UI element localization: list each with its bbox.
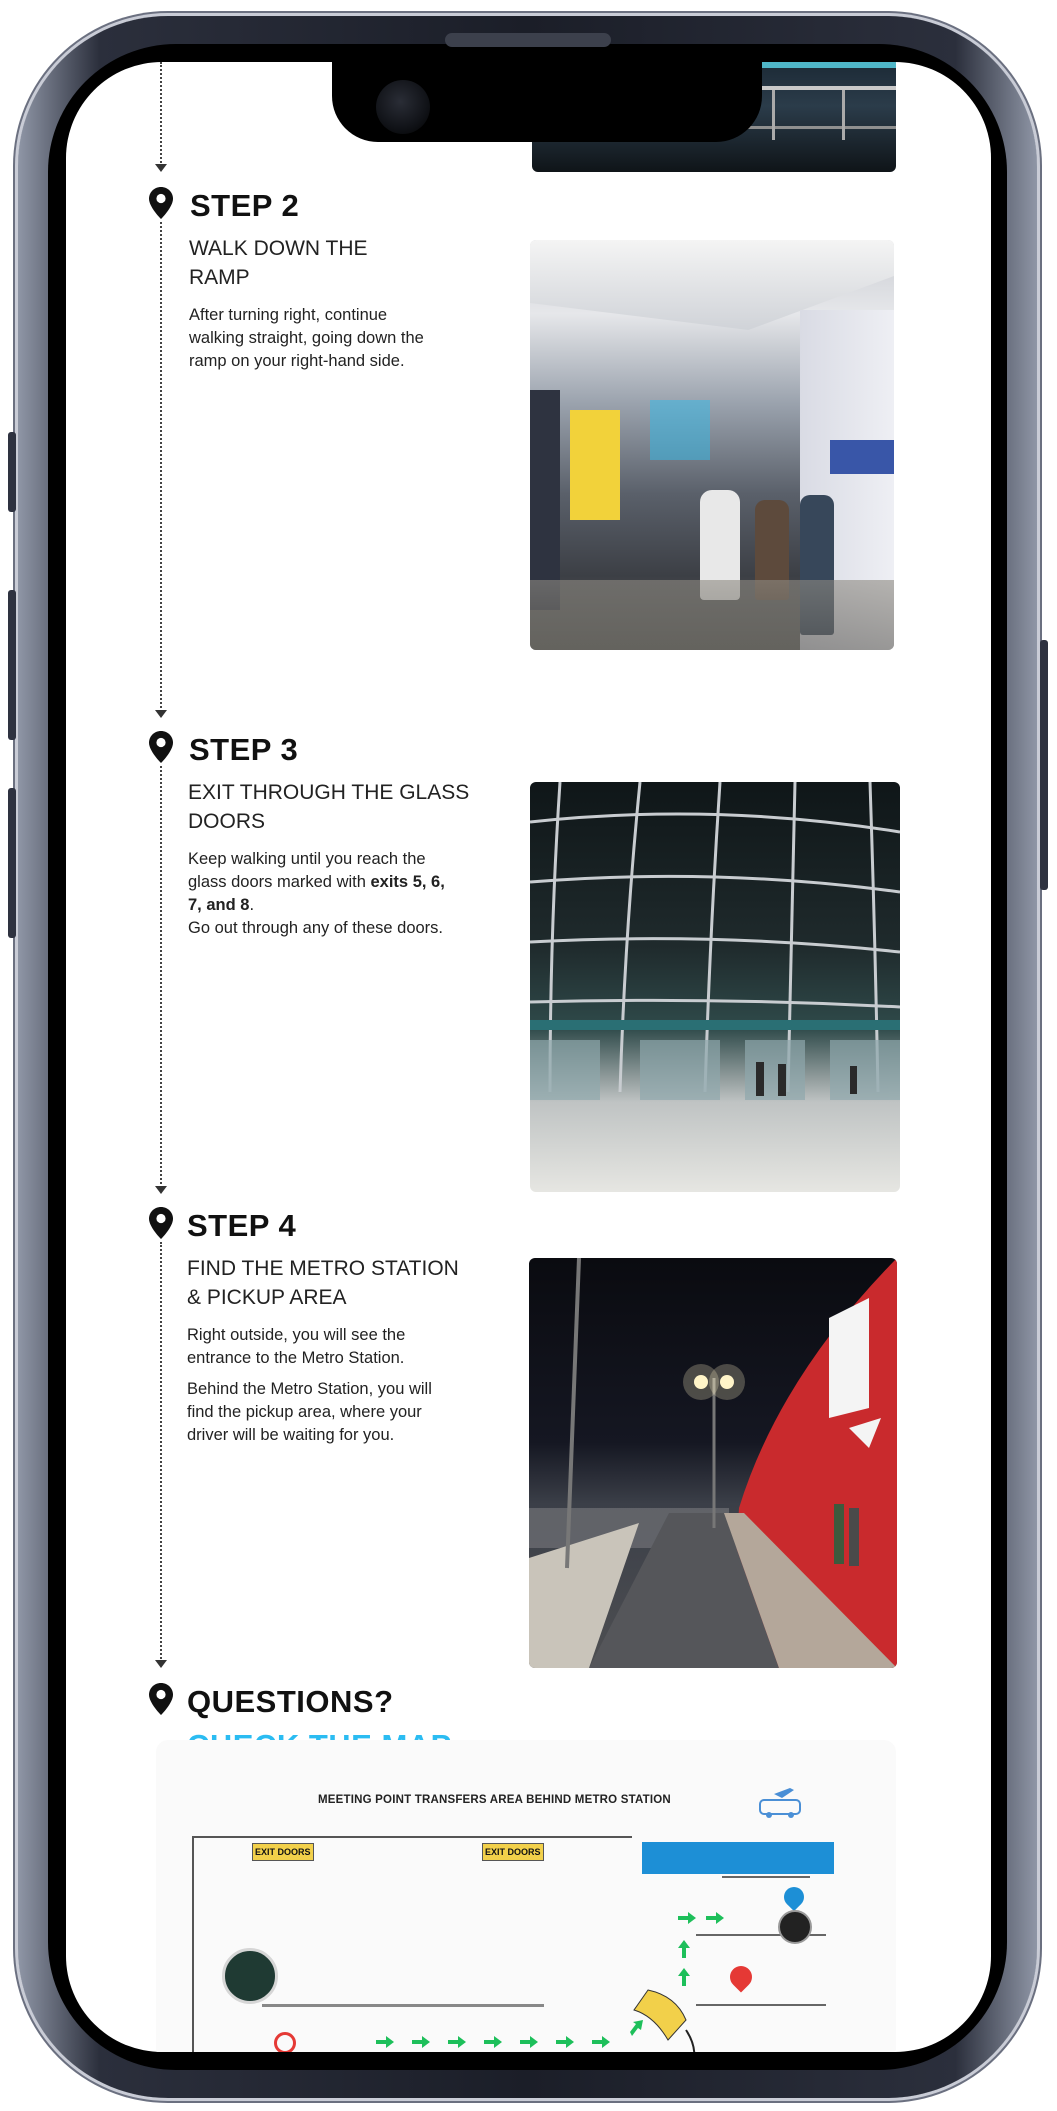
exit-doors-right-label: EXIT DOORS [482, 1843, 544, 1861]
step-4-description-line: Right outside, you will see the [187, 1326, 406, 1344]
step-3-description-line [188, 871, 445, 894]
front-camera [376, 80, 430, 134]
step-3-exits-bold: 7, and 8 [188, 896, 250, 914]
mute-switch [8, 432, 16, 512]
location-pin-icon [148, 186, 174, 220]
step-3-subtitle-line: EXIT THROUGH THE GLASS [188, 781, 470, 804]
timeline-arrow-icon [155, 1186, 167, 1194]
step-3-photo [530, 782, 900, 1192]
walking-route-arrows [156, 1740, 896, 2052]
location-pin-icon [148, 730, 174, 764]
timeline-arrow-icon [155, 1660, 167, 1668]
map-title: MEETING POINT TRANSFERS AREA BEHIND METRO STATION [318, 1794, 671, 1806]
notch [332, 62, 762, 142]
step-2-subtitle-line: RAMP [189, 266, 250, 289]
step-3-subtitle [188, 778, 469, 836]
timeline-connector [160, 62, 162, 166]
step-2-description-line: walking straight, going down the [189, 329, 424, 347]
step-2-description-line: ramp on your right-hand side. [189, 352, 405, 370]
step-3-description-line: Keep walking until you reach the [188, 850, 426, 868]
step-4-photo [529, 1258, 897, 1668]
step-4-subtitle-line: & PICKUP AREA [187, 1286, 347, 1309]
step-2-description [189, 304, 424, 373]
step-4-description-line: driver will be waiting for you. [187, 1426, 395, 1444]
timeline-connector [160, 1242, 162, 1662]
step-3-description [188, 848, 445, 940]
timeline-connector [160, 222, 162, 712]
step-4-subtitle-line: FIND THE METRO STATION [187, 1257, 459, 1280]
step-3-description-line: Go out through any of these doors. [188, 919, 444, 937]
step-2-photo [530, 240, 894, 650]
exit-doors-left-label: EXIT DOORS [252, 1843, 314, 1861]
timeline-connector [160, 766, 162, 1188]
meeting-point-map[interactable] [156, 1740, 896, 2052]
step-4-subtitle [187, 1254, 459, 1312]
step-3-description-line [188, 894, 445, 917]
step-2-title: STEP 2 [190, 188, 300, 223]
step-4-description-line: entrance to the Metro Station. [187, 1349, 405, 1367]
step-3-title: STEP 3 [189, 732, 299, 767]
step-2-subtitle-line: WALK DOWN THE [189, 237, 368, 260]
step-4-title: STEP 4 [187, 1208, 297, 1243]
power-button [1040, 640, 1048, 890]
step-3-subtitle-line: DOORS [188, 810, 266, 833]
location-pin-icon [148, 1682, 174, 1716]
step-4-description-line: find the pickup area, where your [187, 1403, 422, 1421]
earpiece-speaker [445, 33, 611, 47]
questions-title: QUESTIONS? [187, 1684, 394, 1719]
volume-up-button [8, 590, 16, 740]
step-3-text: . [249, 896, 255, 914]
step-2-subtitle [189, 234, 368, 292]
timeline-arrow-icon [155, 164, 167, 172]
step-4-description [187, 1324, 432, 1447]
timeline-arrow-icon [155, 710, 167, 718]
location-pin-icon [148, 1206, 174, 1240]
step-2-description-line: After turning right, continue [189, 306, 388, 324]
street-scene [529, 1258, 897, 1668]
step-3-exits-bold: exits 5, 6, [370, 873, 445, 891]
glass-facade-frame [530, 782, 900, 1192]
step-3-text: glass doors marked with [188, 873, 371, 891]
step-4-description-line: Behind the Metro Station, you will [187, 1380, 432, 1398]
phone-screen [66, 62, 991, 2052]
volume-down-button [8, 788, 16, 938]
